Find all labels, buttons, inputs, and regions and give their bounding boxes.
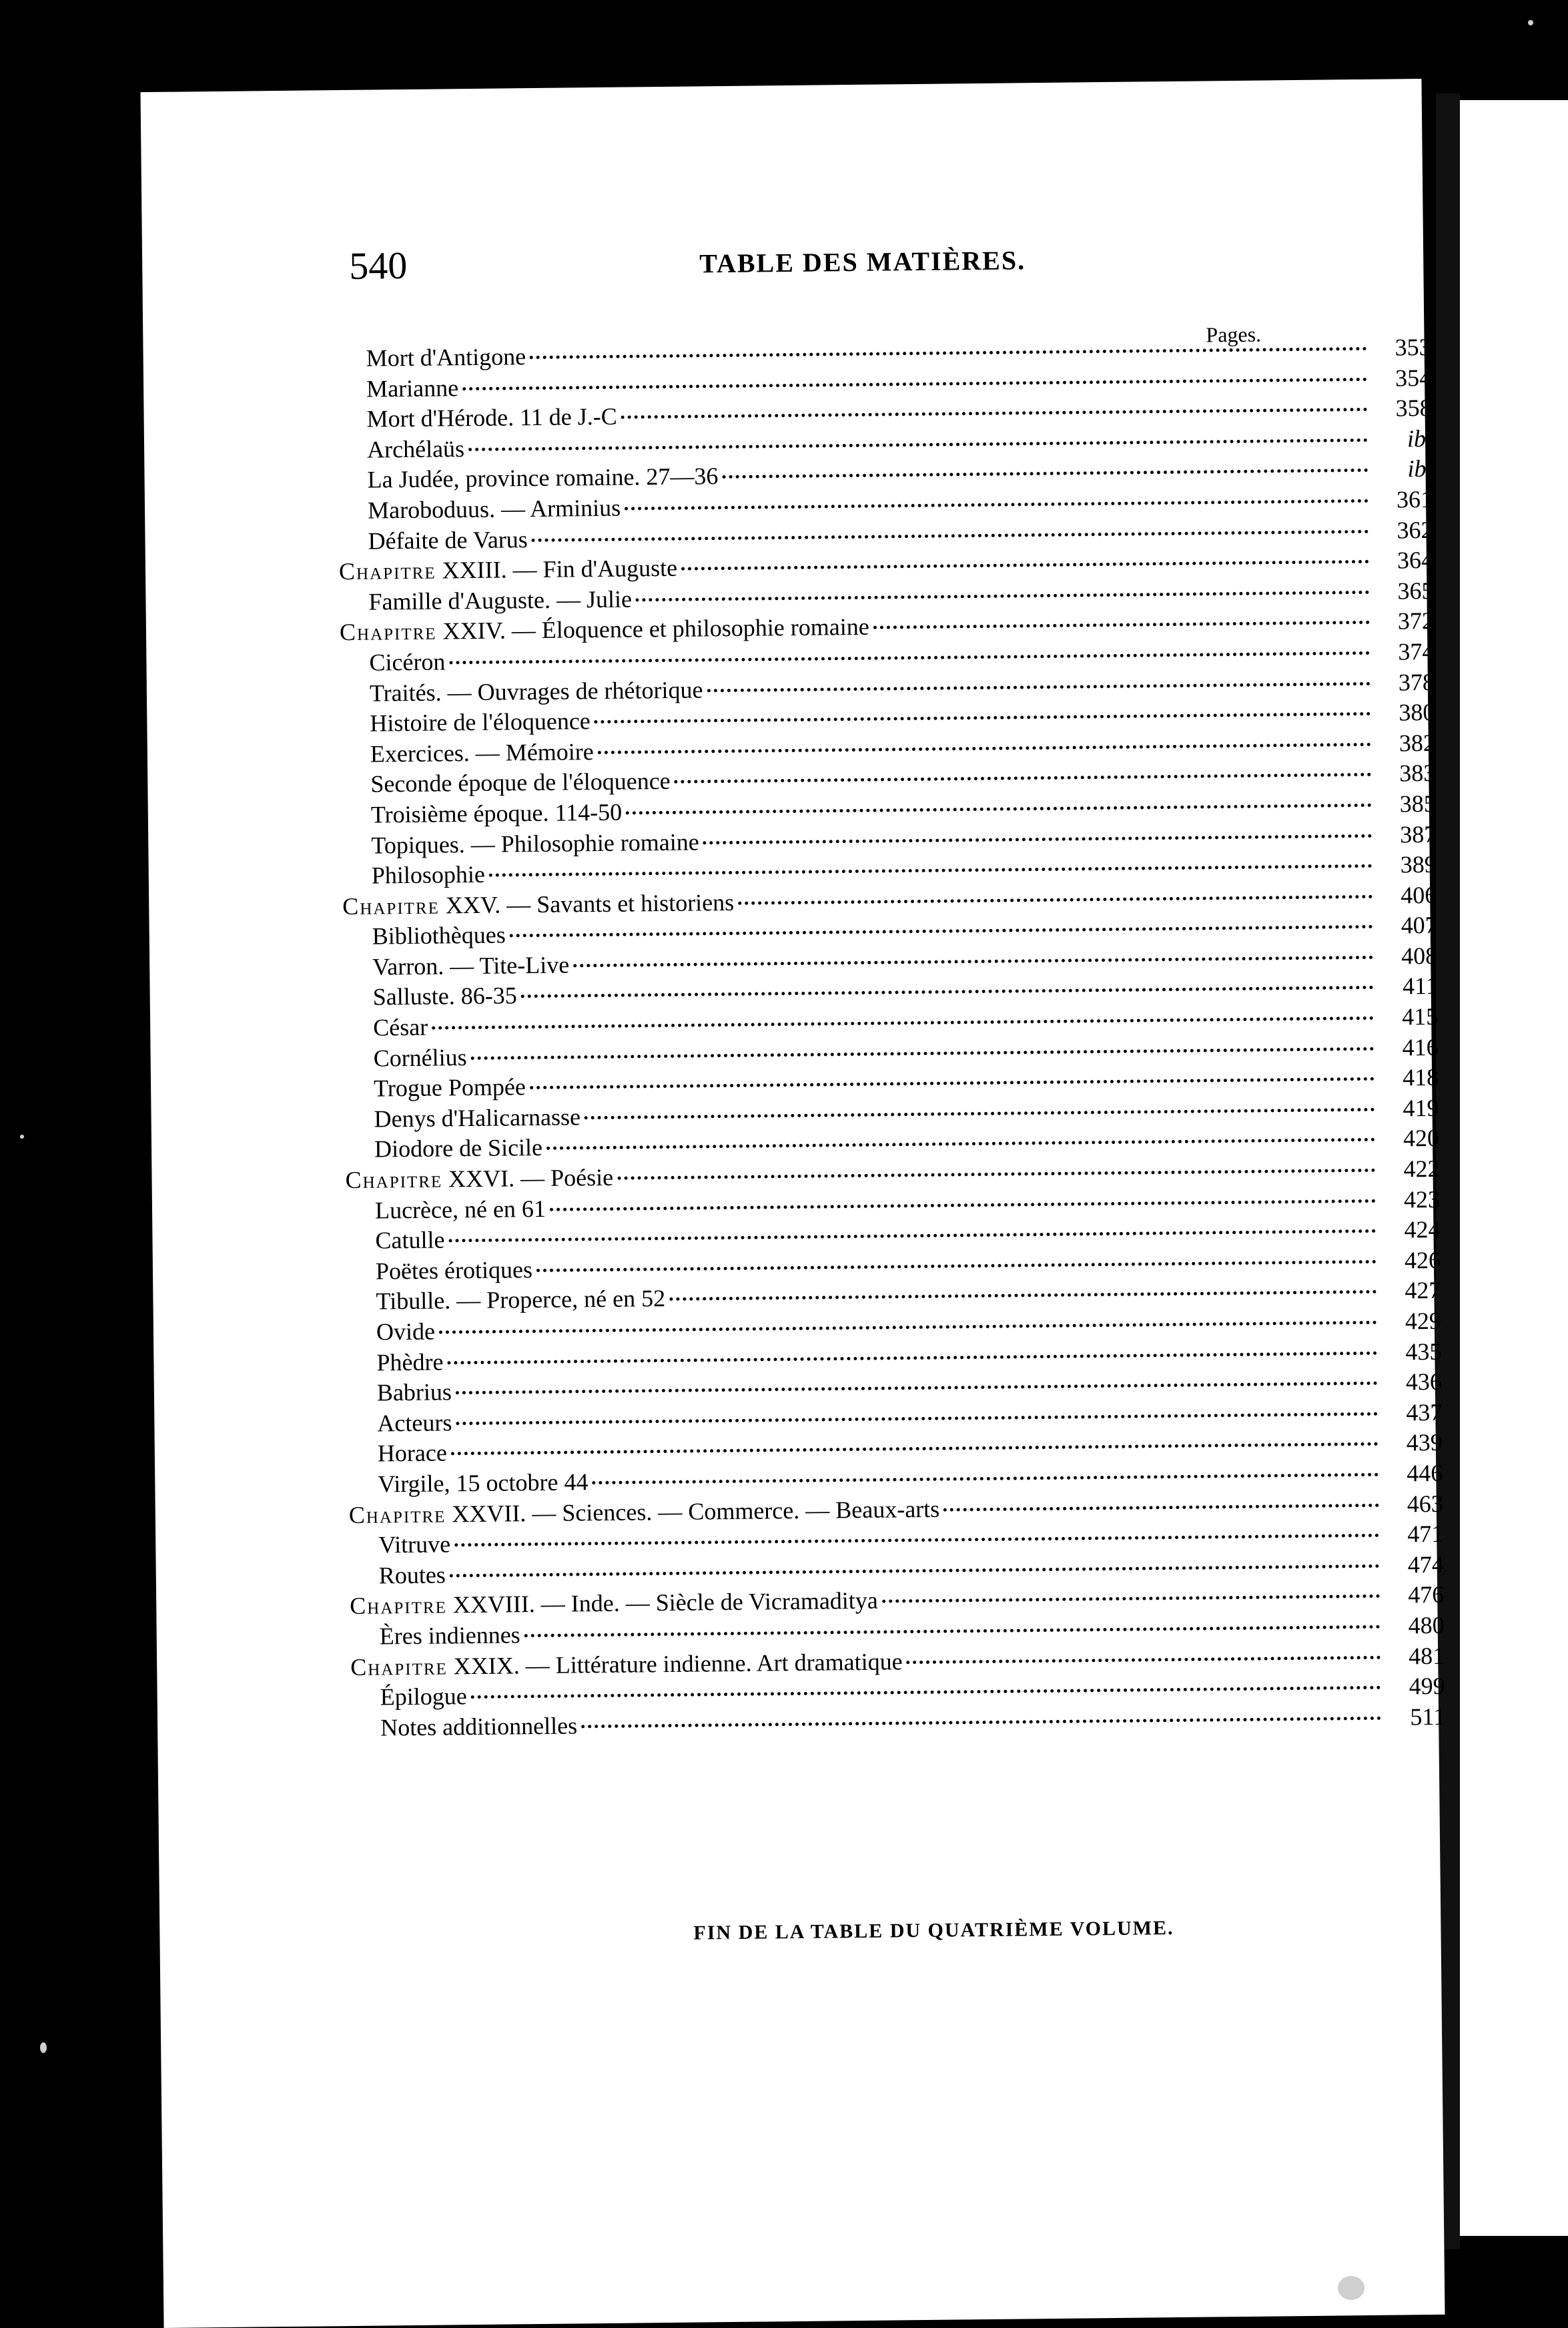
page-number: 540 bbox=[348, 243, 408, 288]
toc-entry-label bbox=[350, 1620, 520, 1652]
toc-page-number: 481 bbox=[1408, 1642, 1445, 1669]
toc-entry-label bbox=[350, 1681, 466, 1713]
toc-page-number: 362 bbox=[1397, 516, 1433, 544]
toc-entry-text: Topiques. — Philosophie romaine bbox=[371, 828, 699, 859]
toc-entry-text: Horace bbox=[377, 1439, 448, 1467]
toc-entry-text: XXVIII. — Inde. — Siècle de Vicramaditya bbox=[452, 1587, 878, 1619]
toc-page-number: 446 bbox=[1407, 1459, 1443, 1487]
dot-leader bbox=[550, 1199, 1376, 1211]
toc-entry-text: Archélaüs bbox=[366, 434, 465, 463]
toc-entry-text: Acteurs bbox=[377, 1409, 452, 1437]
toc-page-number: 365 bbox=[1397, 577, 1434, 605]
dot-leader bbox=[530, 1077, 1375, 1089]
toc-entry-label bbox=[339, 553, 677, 587]
dot-leader bbox=[681, 560, 1369, 571]
toc-entry-text: Mort d'Hérode. 11 de J.-C bbox=[366, 402, 617, 432]
toc-entry-label bbox=[338, 493, 621, 527]
toc-entry-text: Vitruve bbox=[378, 1530, 451, 1558]
toc-entry-text: Virgile, 15 octobre 44 bbox=[378, 1468, 589, 1498]
page-header bbox=[349, 232, 1417, 310]
toc-entry-text: Cornélius bbox=[373, 1043, 467, 1072]
toc-entry-text: Varron. — Tite-Live bbox=[372, 951, 570, 980]
toc-page-number: 474 bbox=[1407, 1550, 1444, 1578]
toc-entry-text: Denys d'Halicarnasse bbox=[374, 1103, 581, 1133]
dot-leader bbox=[669, 1290, 1377, 1301]
scan-speck bbox=[20, 1135, 24, 1139]
toc-page-number: 463 bbox=[1407, 1490, 1443, 1517]
toc-entry-label bbox=[344, 1072, 526, 1104]
toc-entry-label bbox=[351, 1711, 577, 1743]
toc-page-number: 387 bbox=[1400, 820, 1437, 848]
dot-leader bbox=[598, 743, 1371, 754]
dot-leader bbox=[489, 864, 1373, 877]
dot-leader bbox=[439, 1321, 1377, 1334]
toc-page-number: 480 bbox=[1408, 1611, 1445, 1639]
toc-entry-text: Lucrèce, né en 61 bbox=[374, 1195, 546, 1224]
pages-column-label: Pages. bbox=[1206, 322, 1262, 347]
toc-entry-text: Bibliothèques bbox=[372, 921, 506, 950]
dot-leader bbox=[703, 834, 1373, 844]
dot-leader bbox=[462, 378, 1367, 390]
toc-page-number: 436 bbox=[1405, 1368, 1443, 1396]
toc-entry-text: Ovide bbox=[376, 1318, 436, 1346]
toc-entry-label bbox=[346, 1283, 665, 1318]
toc-page-number: 420 bbox=[1403, 1125, 1440, 1152]
dot-leader bbox=[468, 439, 1368, 451]
dot-leader bbox=[450, 1564, 1380, 1578]
toc-entry-label bbox=[342, 798, 623, 831]
chapter-word: Chapitre bbox=[339, 617, 437, 646]
toc-entry-text: Poëtes érotiques bbox=[375, 1255, 533, 1285]
toc-entry-label bbox=[346, 1255, 532, 1287]
dot-leader bbox=[530, 347, 1367, 359]
toc-entry-label bbox=[337, 373, 458, 404]
toc-page-number: 378 bbox=[1398, 668, 1435, 695]
toc-entry-label bbox=[339, 584, 632, 617]
scan-speck bbox=[1528, 20, 1533, 25]
toc-entry-text: XXIX. — Littérature indienne. Art dramatique bbox=[453, 1647, 903, 1679]
toc-entry-label bbox=[336, 342, 526, 374]
toc-entry-label bbox=[346, 1225, 444, 1257]
toc-page-number: 476 bbox=[1407, 1581, 1445, 1609]
dot-leader bbox=[521, 986, 1374, 998]
toc-entry-label bbox=[345, 1133, 542, 1165]
toc-entry-text: Ères indiennes bbox=[379, 1621, 520, 1650]
dot-leader bbox=[573, 956, 1373, 968]
toc-page-number: 416 bbox=[1402, 1033, 1439, 1061]
table-of-contents bbox=[336, 332, 1445, 1743]
dot-leader bbox=[636, 591, 1370, 602]
toc-entry-label bbox=[349, 1530, 450, 1561]
dot-leader bbox=[621, 408, 1368, 419]
toc-page-number: 435 bbox=[1405, 1338, 1442, 1365]
dot-leader bbox=[675, 773, 1372, 784]
end-of-table-note: FIN DE LA TABLE DU QUATRIÈME VOLUME. bbox=[693, 1917, 1174, 1944]
toc-entry-text: XXIII. — Fin d'Auguste bbox=[442, 554, 678, 584]
toc-entry-label bbox=[348, 1378, 452, 1409]
dot-leader bbox=[546, 1138, 1375, 1150]
toc-entry-label bbox=[348, 1408, 452, 1439]
toc-entry-label bbox=[340, 675, 703, 709]
toc-page-number: ib. bbox=[1407, 455, 1433, 483]
scan-speck bbox=[1338, 2276, 1364, 2300]
toc-entry-label bbox=[350, 1586, 878, 1622]
toc-entry-text: Notes additionnelles bbox=[380, 1712, 578, 1741]
toc-entry-text: Tibulle. — Properce, né en 52 bbox=[376, 1285, 666, 1315]
dot-leader bbox=[456, 1382, 1378, 1394]
toc-page-number: 422 bbox=[1403, 1155, 1440, 1183]
facing-page-edge bbox=[1460, 100, 1568, 2236]
toc-entry-label bbox=[346, 1194, 546, 1227]
toc-page-number: 385 bbox=[1399, 790, 1436, 818]
dot-leader bbox=[722, 469, 1368, 479]
toc-page-number: 415 bbox=[1401, 1002, 1439, 1031]
toc-entry-label bbox=[340, 612, 869, 648]
toc-page-number: 353 bbox=[1395, 333, 1431, 361]
toc-entry-label bbox=[340, 647, 445, 678]
dot-leader bbox=[454, 1534, 1379, 1547]
toc-entry-text: Épilogue bbox=[380, 1683, 467, 1711]
dot-leader bbox=[584, 1108, 1375, 1119]
toc-page-number: 361 bbox=[1396, 485, 1433, 513]
toc-page-number: 358 bbox=[1395, 394, 1432, 422]
dot-leader bbox=[617, 1169, 1375, 1180]
dot-leader bbox=[882, 1594, 1380, 1603]
toc-page-number: 437 bbox=[1406, 1398, 1443, 1426]
toc-page-number: 429 bbox=[1405, 1307, 1442, 1335]
dot-leader bbox=[449, 651, 1370, 664]
toc-entry-text: XXVI. — Poésie bbox=[448, 1163, 614, 1193]
dot-leader bbox=[707, 681, 1370, 691]
toc-entry-text: Défaite de Varus bbox=[368, 525, 528, 555]
dot-leader bbox=[738, 895, 1373, 905]
toc-page-number: ib. bbox=[1407, 424, 1433, 453]
toc-page-number: 418 bbox=[1402, 1064, 1439, 1091]
toc-entry-label bbox=[350, 1560, 446, 1591]
toc-page-number: 354 bbox=[1395, 364, 1432, 392]
dot-leader bbox=[432, 1016, 1374, 1030]
toc-entry-text: XXV. — Savants et historiens bbox=[445, 888, 735, 919]
toc-page-number: 380 bbox=[1399, 699, 1435, 726]
toc-entry-label bbox=[341, 737, 594, 770]
dot-leader bbox=[536, 1260, 1377, 1272]
toc-entry-text: Trogue Pompée bbox=[373, 1073, 526, 1102]
toc-page-number: 408 bbox=[1401, 942, 1438, 970]
dot-leader bbox=[592, 1473, 1379, 1484]
toc-entry-text: Traités. — Ouvrages de rhétorique bbox=[369, 675, 703, 707]
toc-entry-text: Cicéron bbox=[369, 648, 446, 676]
toc-page-number: 511 bbox=[1410, 1703, 1446, 1731]
dot-leader bbox=[447, 1351, 1377, 1364]
toc-entry-text: Philosophie bbox=[371, 860, 486, 889]
toc-page-number: 406 bbox=[1401, 881, 1437, 909]
chapter-word: Chapitre bbox=[350, 1591, 448, 1620]
toc-entry-label bbox=[341, 766, 671, 800]
toc-entry-text: Babrius bbox=[376, 1378, 452, 1406]
toc-page-number: 471 bbox=[1407, 1520, 1444, 1548]
toc-page-number: 426 bbox=[1404, 1246, 1441, 1274]
toc-page-number: 407 bbox=[1401, 912, 1437, 939]
dot-leader bbox=[510, 925, 1373, 938]
running-title: TABLE DES MATIÈRES. bbox=[699, 245, 1026, 279]
toc-entry-text: Mort d'Antigone bbox=[366, 343, 526, 372]
dot-leader bbox=[625, 499, 1368, 511]
chapter-word: Chapitre bbox=[348, 1500, 446, 1528]
toc-entry-label bbox=[344, 981, 517, 1013]
dot-leader bbox=[451, 1442, 1379, 1456]
toc-page-number: 424 bbox=[1404, 1216, 1441, 1243]
toc-entry-label bbox=[342, 827, 699, 861]
toc-entry-text: Salluste. 86-35 bbox=[372, 982, 517, 1011]
toc-entry-label bbox=[340, 706, 591, 740]
toc-page-number: 411 bbox=[1402, 972, 1438, 1000]
toc-entry-text: Exercices. — Mémoire bbox=[370, 738, 594, 768]
chapter-word: Chapitre bbox=[350, 1652, 448, 1681]
toc-entry-label bbox=[349, 1494, 940, 1530]
toc-entry-label bbox=[347, 1317, 435, 1348]
toc-page-number: 382 bbox=[1399, 729, 1436, 757]
toc-page-number: 389 bbox=[1400, 850, 1437, 878]
dot-leader bbox=[907, 1655, 1381, 1663]
toc-entry-label bbox=[344, 1012, 428, 1044]
toc-entry-label bbox=[345, 1163, 613, 1196]
toc-entry-text: Histoire de l'éloquence bbox=[370, 707, 591, 737]
toc-entry-label bbox=[344, 1102, 580, 1135]
toc-page-number: 364 bbox=[1397, 547, 1434, 574]
toc-entry-text: César bbox=[372, 1013, 428, 1041]
book-page bbox=[141, 79, 1445, 2328]
toc-page-number: 374 bbox=[1398, 637, 1435, 665]
toc-entry-label bbox=[343, 950, 569, 982]
dot-leader bbox=[456, 1412, 1378, 1425]
toc-entry-text: Troisième époque. 114-50 bbox=[370, 798, 623, 828]
toc-entry-text: Maroboduus. — Arminius bbox=[367, 494, 621, 524]
toc-entry-label bbox=[348, 1438, 447, 1470]
toc-entry-label bbox=[342, 888, 734, 922]
toc-page-number: 419 bbox=[1403, 1094, 1439, 1122]
toc-page-number: 499 bbox=[1409, 1672, 1445, 1700]
toc-page-number: 372 bbox=[1397, 607, 1435, 635]
toc-entry-label bbox=[342, 860, 485, 892]
toc-entry-text: Seconde époque de l'éloquence bbox=[370, 768, 671, 798]
toc-entry-text: Famille d'Auguste. — Julie bbox=[368, 585, 633, 615]
toc-entry-text: XXIV. — Éloquence et philosophie romaine bbox=[442, 613, 869, 645]
toc-entry-label bbox=[347, 1347, 443, 1378]
chapter-word: Chapitre bbox=[342, 892, 440, 920]
dot-leader bbox=[532, 529, 1369, 541]
toc-entry-text: Diodore de Sicile bbox=[374, 1134, 543, 1163]
toc-entry-label bbox=[338, 434, 464, 466]
toc-entry-text: Routes bbox=[378, 1561, 446, 1589]
toc-entry-text: XXVII. — Sciences. — Commerce. — Beaux-arts bbox=[452, 1495, 940, 1527]
toc-entry-label bbox=[348, 1467, 589, 1500]
toc-entry-label bbox=[338, 525, 528, 557]
toc-entry-label bbox=[350, 1647, 903, 1683]
dot-leader bbox=[595, 712, 1371, 723]
toc-entry-label bbox=[343, 920, 506, 952]
toc-page-number: 427 bbox=[1405, 1277, 1441, 1304]
dot-leader bbox=[471, 1047, 1375, 1060]
toc-entry-text: Marianne bbox=[366, 374, 459, 402]
dot-leader bbox=[943, 1503, 1379, 1511]
dot-leader bbox=[449, 1229, 1377, 1243]
toc-entry-text: Catulle bbox=[375, 1226, 445, 1254]
toc-entry-label bbox=[344, 1043, 466, 1075]
toc-page-number: 439 bbox=[1406, 1429, 1443, 1456]
toc-page-number: 423 bbox=[1403, 1185, 1441, 1213]
dot-leader bbox=[873, 621, 1370, 629]
dot-leader bbox=[471, 1686, 1381, 1699]
toc-entry-label bbox=[338, 461, 718, 496]
chapter-word: Chapitre bbox=[345, 1165, 443, 1194]
dot-leader bbox=[581, 1717, 1381, 1729]
dot-leader bbox=[626, 804, 1372, 815]
chapter-word: Chapitre bbox=[338, 557, 436, 585]
toc-entry-label bbox=[337, 402, 617, 435]
toc-entry-text: La Judée, province romaine. 27—36 bbox=[367, 463, 719, 493]
toc-entry-text: Phèdre bbox=[376, 1348, 444, 1376]
scan-speck bbox=[40, 2042, 47, 2053]
dot-leader bbox=[524, 1625, 1381, 1637]
toc-page-number: 383 bbox=[1399, 760, 1436, 787]
